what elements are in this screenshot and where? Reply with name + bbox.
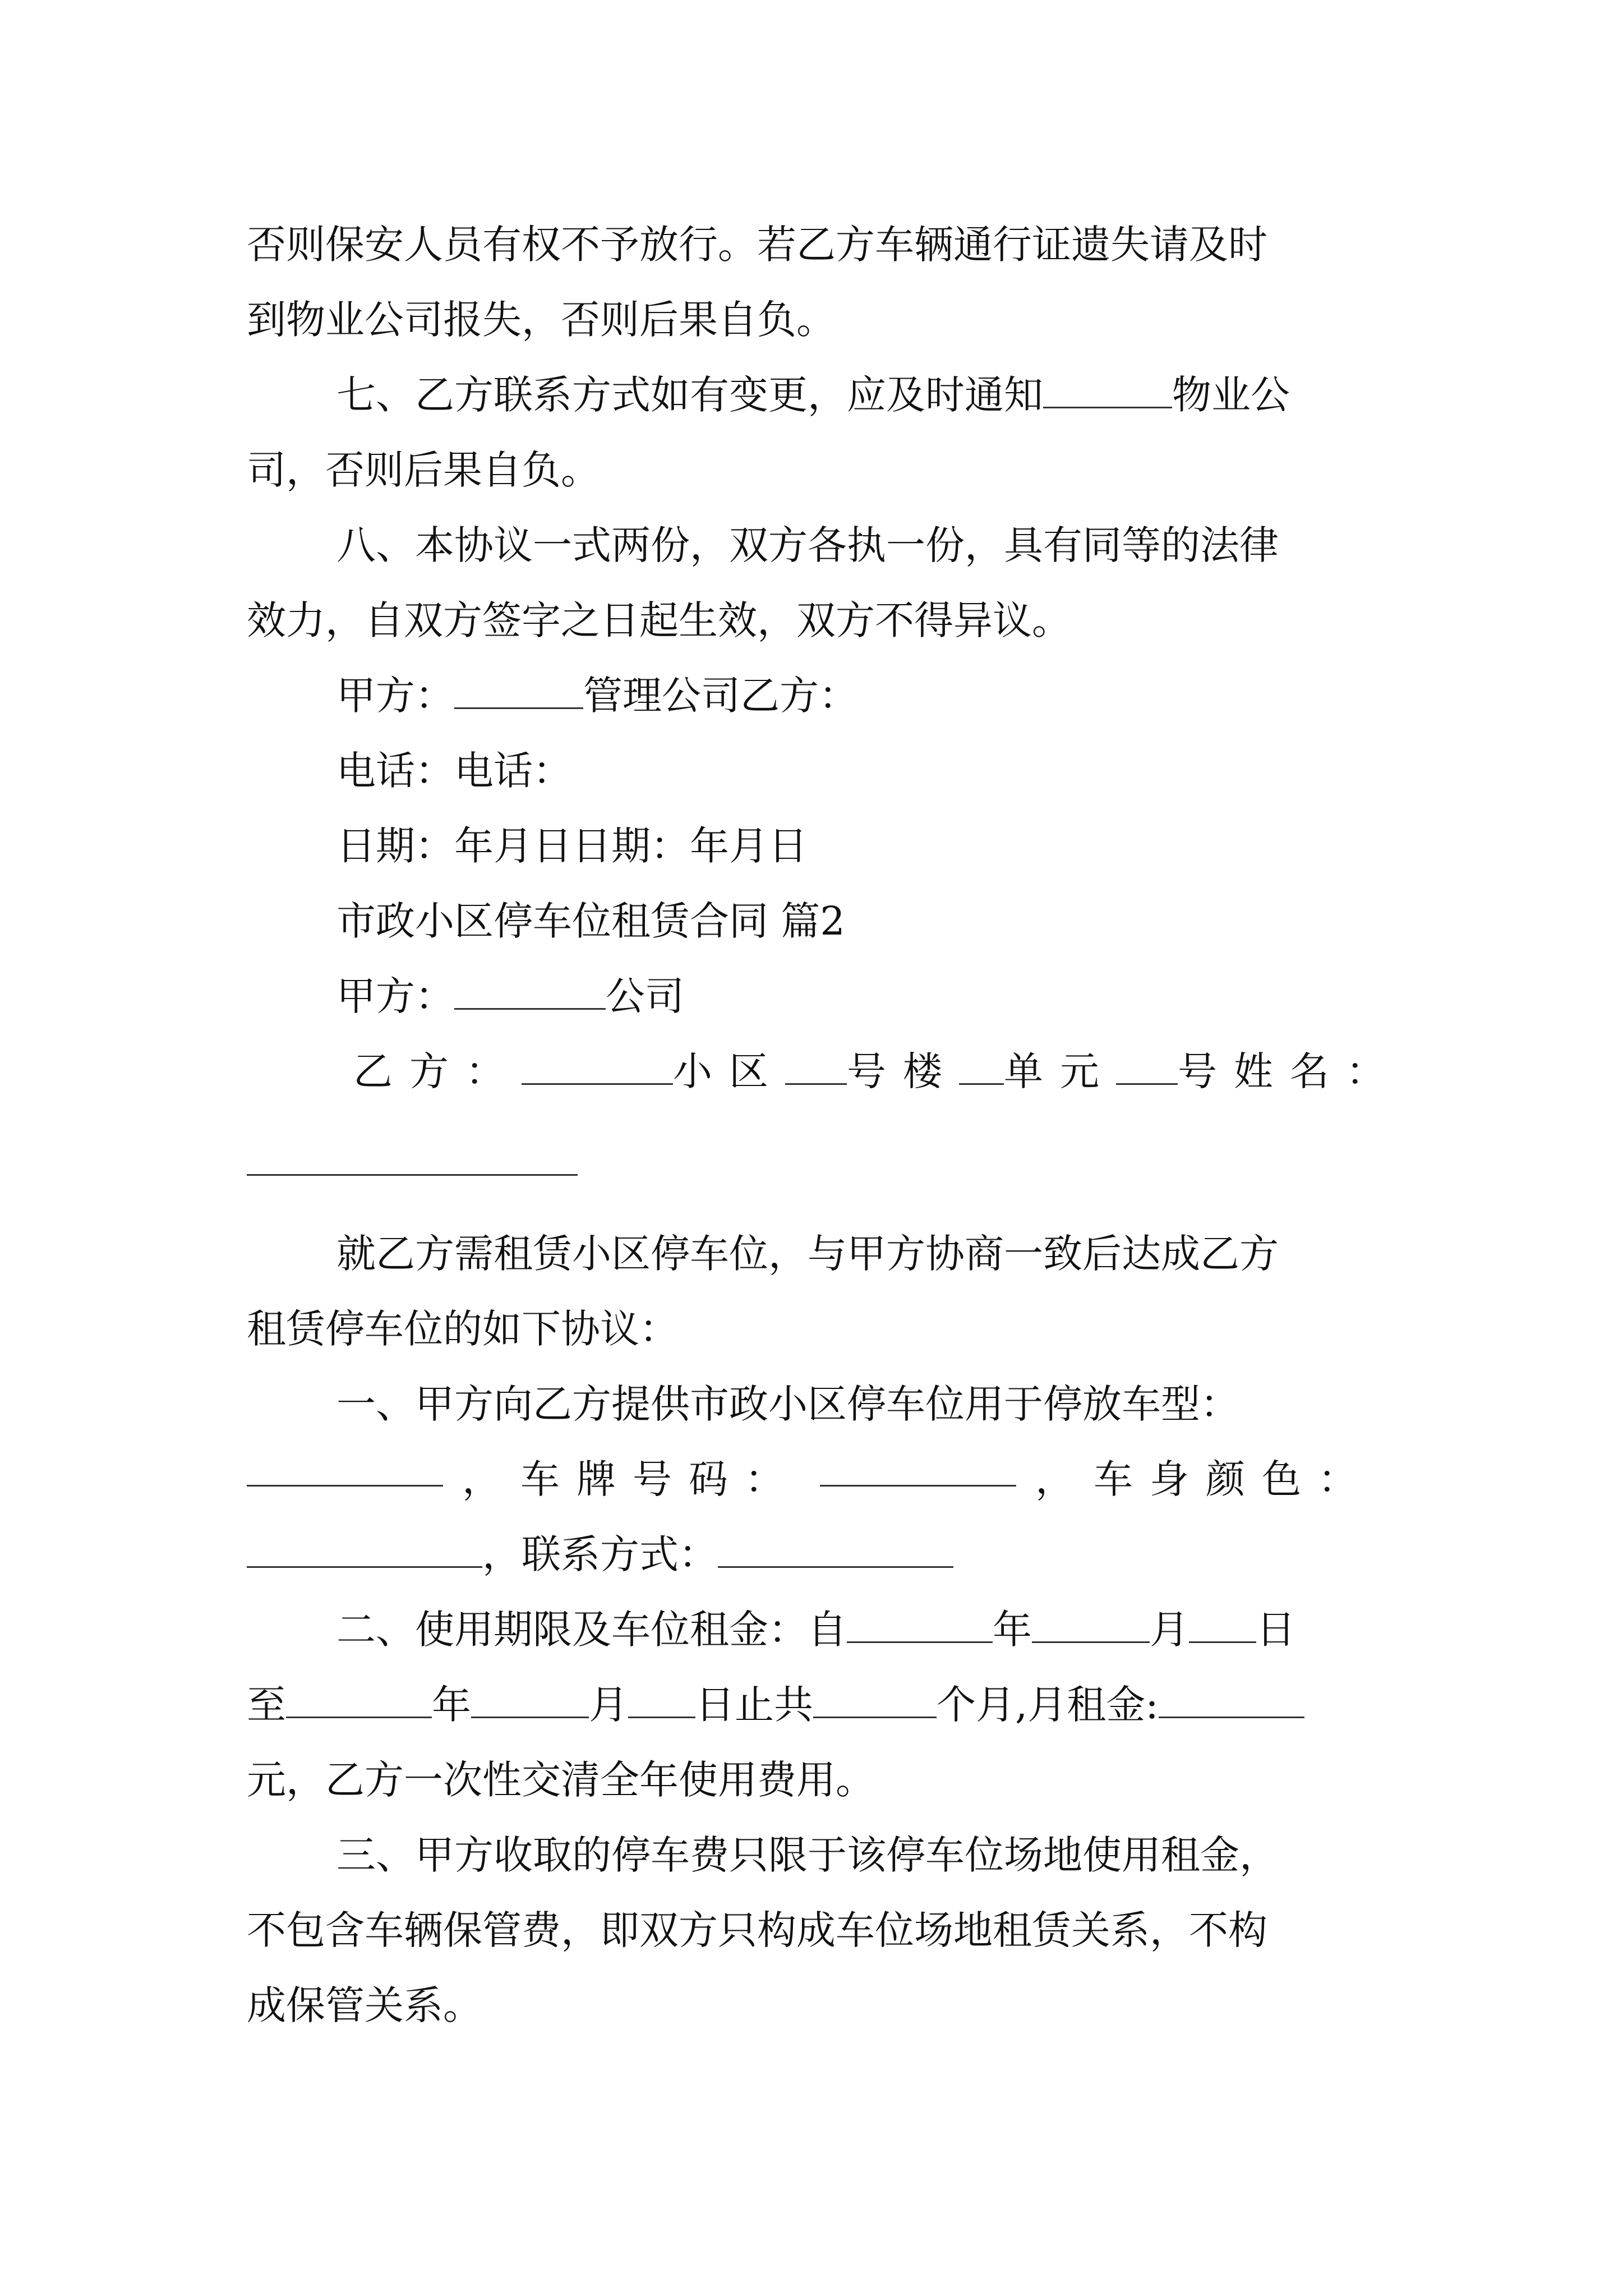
party-a-label: 甲方： xyxy=(336,973,454,1019)
signature-phone-line: 电话：电话： xyxy=(336,748,572,794)
blank-field xyxy=(454,974,606,1010)
party-b-line xyxy=(353,1043,1402,1099)
start-day-blank xyxy=(1189,1608,1256,1643)
party-b-community: 小区 xyxy=(673,1048,785,1094)
party-b-name-blank xyxy=(247,1174,578,1176)
party-b-unit: 单元 xyxy=(1004,1048,1116,1094)
clause-6-line-2: 到物业公司报失，否则后果自负。 xyxy=(247,297,836,343)
monthly-rent-label: 个月,月租金: xyxy=(937,1682,1159,1728)
total-label: 日止共 xyxy=(695,1682,813,1728)
month-label: 月 xyxy=(589,1682,628,1728)
clause-7-text: 七、乙方联系方式如有变更，应及时通知 xyxy=(336,372,1043,418)
end-day-blank xyxy=(628,1683,695,1718)
vehicle-model-blank xyxy=(247,1451,443,1487)
clause-7-line-1 xyxy=(336,367,1290,423)
clause-7-text-end: 物业公 xyxy=(1172,372,1290,418)
clause-1-line-1: 一、甲方向乙方提供市政小区停车位用于停放车型： xyxy=(336,1381,1239,1427)
clause-1-line-3 xyxy=(247,1526,953,1582)
clause-3-line-3: 成保管关系。 xyxy=(247,1982,482,2028)
blank-field xyxy=(1043,373,1172,408)
party-a-line xyxy=(336,968,684,1024)
signature-party-b-label: 管理公司乙方： xyxy=(583,673,858,719)
blank-field xyxy=(522,1050,673,1085)
clause-7-line-2: 司，否则后果自负。 xyxy=(247,447,600,493)
contact-blank xyxy=(718,1533,953,1568)
to-label: 至 xyxy=(247,1682,286,1728)
plate-number-blank xyxy=(820,1451,1016,1487)
separator: ， xyxy=(1035,1456,1075,1502)
clause-8-line-2: 效力，自双方签字之日起生效，双方不得异议。 xyxy=(247,597,1071,643)
year-label: 年 xyxy=(432,1682,471,1728)
party-b-building: 号楼 xyxy=(847,1048,959,1094)
day-label: 日 xyxy=(1256,1607,1295,1653)
blank-field xyxy=(959,1050,1004,1085)
intro-line-1: 就乙方需租赁小区停车位，与甲方协商一致后达成乙方 xyxy=(336,1231,1279,1277)
blank-field xyxy=(1116,1050,1178,1085)
months-blank xyxy=(813,1683,937,1718)
clause-2-line-2 xyxy=(247,1677,1304,1733)
start-year-blank xyxy=(847,1608,993,1643)
month-label: 月 xyxy=(1150,1607,1189,1653)
plate-number-label: 车牌号码： xyxy=(520,1456,801,1502)
section-2-title: 市政小区停车位租赁合同 篇2 xyxy=(336,898,845,944)
monthly-rent-blank xyxy=(1159,1683,1304,1718)
start-month-blank xyxy=(1032,1608,1150,1643)
signature-party-a-label: 甲方： xyxy=(336,673,454,719)
clause-2-line-1 xyxy=(336,1602,1295,1658)
body-color-blank xyxy=(247,1533,482,1568)
contact-label: ，联系方式： xyxy=(482,1531,718,1577)
clause-3-line-1: 三、甲方收取的停车费只限于该停车位场地使用租金， xyxy=(336,1832,1279,1878)
end-year-blank xyxy=(286,1683,432,1718)
clause-6-line-1: 否则保安人员有权不予放行。若乙方车辆通行证遗失请及时 xyxy=(247,222,1267,268)
blank-field xyxy=(785,1050,847,1085)
clause-1-line-2 xyxy=(247,1451,1374,1507)
blank-field xyxy=(454,674,583,709)
clause-2-line-3: 元，乙方一次性交清全年使用费用。 xyxy=(247,1757,875,1803)
intro-line-2: 租赁停车位的如下协议： xyxy=(247,1306,679,1352)
term-label: 二、使用期限及车位租金：自 xyxy=(336,1607,847,1653)
party-b-name-label: 号姓名： xyxy=(1178,1048,1402,1094)
year-label: 年 xyxy=(993,1607,1032,1653)
signature-date-line: 日期：年月日日期：年月日 xyxy=(336,823,808,869)
signature-party-line xyxy=(336,668,858,724)
party-b-label: 乙方： xyxy=(353,1048,522,1094)
party-a-company: 公司 xyxy=(606,973,684,1019)
separator: ， xyxy=(462,1456,501,1502)
clause-3-line-2: 不包含车辆保管费，即双方只构成车位场地租赁关系，不构 xyxy=(247,1907,1267,1953)
end-month-blank xyxy=(471,1683,589,1718)
clause-8-line-1: 八、本协议一式两份，双方各执一份，具有同等的法律 xyxy=(336,522,1279,568)
body-color-label: 车身颜色： xyxy=(1094,1456,1374,1502)
